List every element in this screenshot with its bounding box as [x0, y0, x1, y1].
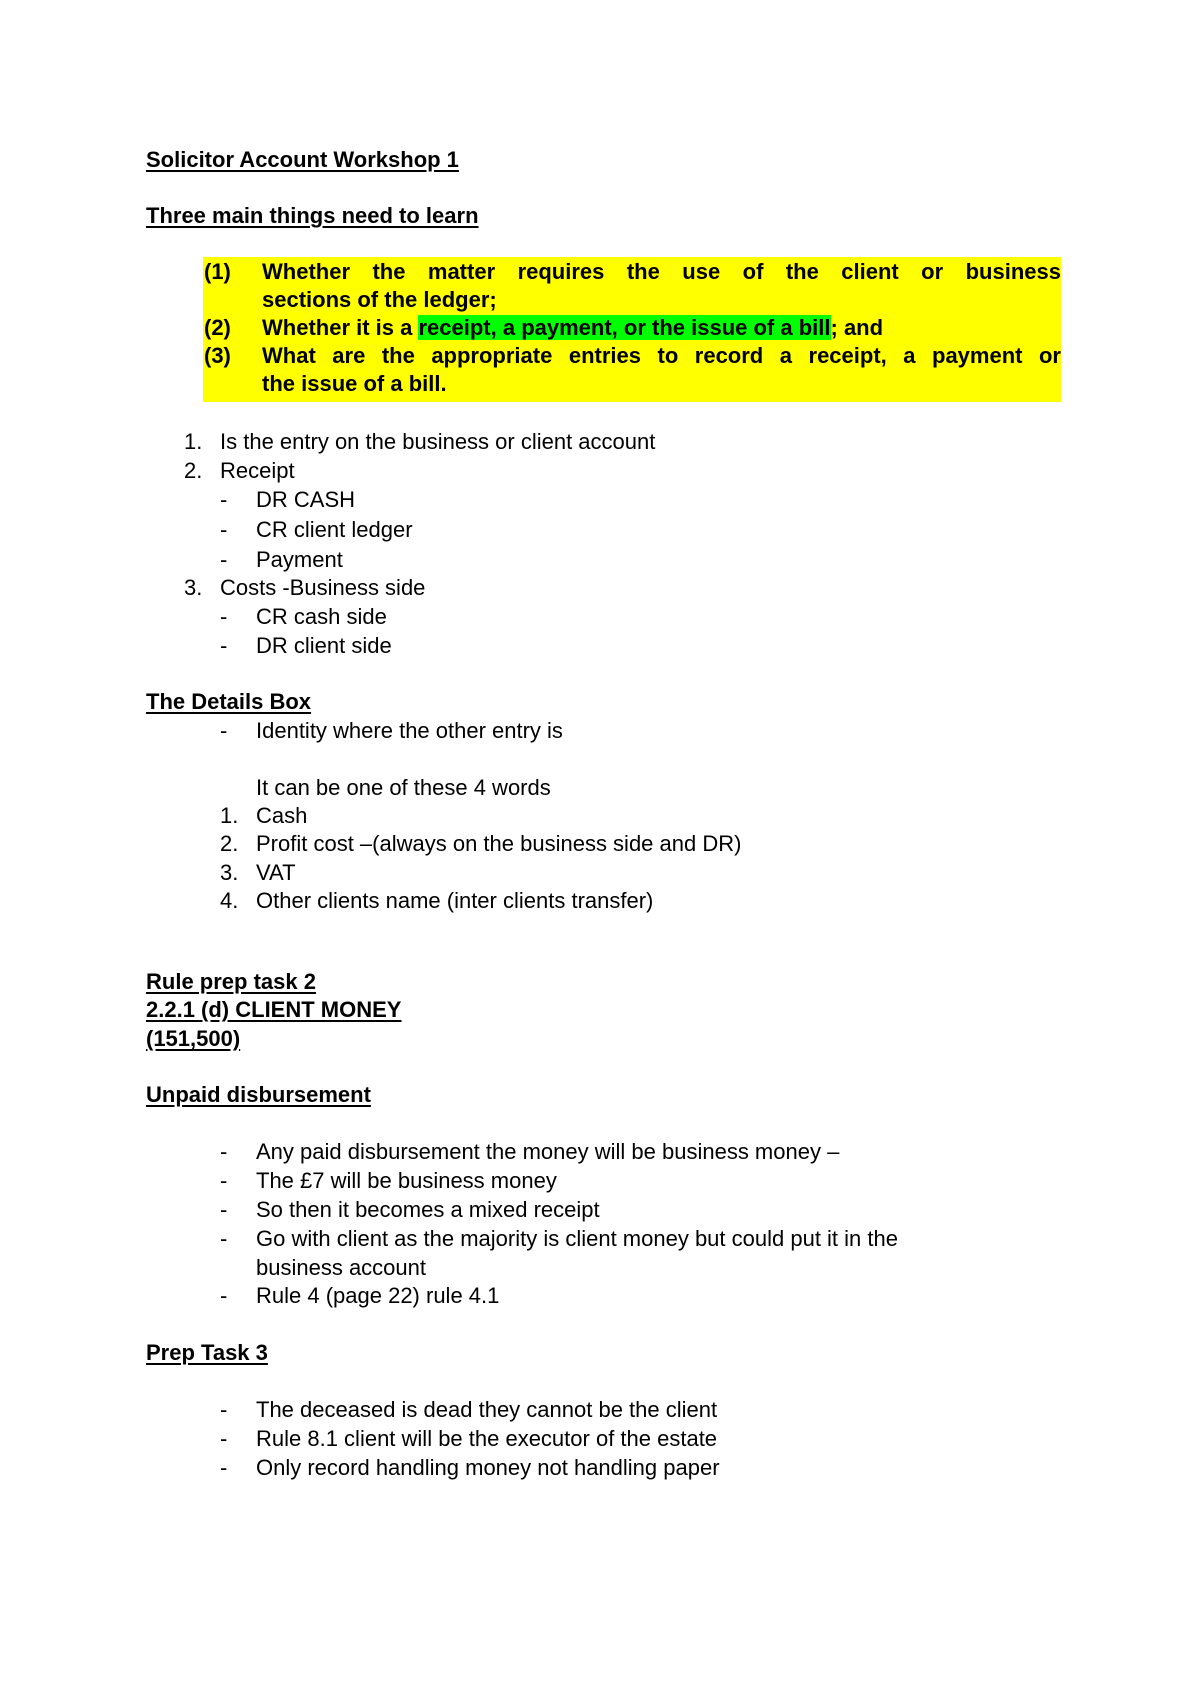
list-marker: 2. — [220, 831, 239, 856]
key-point-2 — [262, 314, 883, 342]
list-item: Profit cost –(always on the business side and DR) — [256, 831, 742, 856]
list-item: Rule 8.1 client will be the executor of the estate — [256, 1426, 718, 1451]
bullet-dash: - — [220, 718, 228, 743]
list-item: So then it becomes a mixed receipt — [256, 1197, 600, 1222]
bullet-dash: - — [220, 633, 228, 658]
bullet-dash: - — [220, 517, 228, 542]
bullet-dash: - — [220, 1168, 228, 1193]
key-point-marker-2: (2) — [204, 315, 231, 340]
list-item: The deceased is dead they cannot be the client — [256, 1397, 718, 1422]
list-item: DR CASH — [256, 487, 356, 512]
key-point-3-line2: the issue of a bill. — [262, 371, 447, 396]
key-point-3-line1: What are the appropriate entries to record a receipt, a payment or — [262, 343, 1061, 368]
key-point-2-green-highlight: receipt, a payment, or the issue of a bill — [418, 315, 831, 340]
key-point-marker-3: (3) — [204, 343, 231, 368]
details-intro: It can be one of these 4 words — [256, 775, 551, 800]
list-item: Only record handling money not handling paper — [256, 1455, 720, 1480]
key-point-1-line1: Whether the matter requires the use of the client or business — [262, 259, 1061, 284]
list-item: CR cash side — [256, 604, 387, 629]
list-item: Cash — [256, 803, 308, 828]
list-item: Rule 4 (page 22) rule 4.1 — [256, 1283, 500, 1308]
list-item: The £7 will be business money — [256, 1168, 557, 1193]
key-point-marker-1: (1) — [204, 259, 231, 284]
bullet-dash: - — [220, 1197, 228, 1222]
list-item: Receipt — [220, 458, 295, 483]
bullet-dash: - — [220, 1455, 228, 1480]
section-heading-details-box: The Details Box — [146, 689, 312, 714]
list-item: Any paid disbursement the money will be business money – — [256, 1139, 840, 1164]
list-item: CR client ledger — [256, 517, 413, 542]
section-heading-client-money: 2.2.1 (d) CLIENT MONEY — [146, 997, 402, 1022]
list-item: Is the entry on the business or client account — [220, 429, 656, 454]
list-item: Identity where the other entry is — [256, 718, 563, 743]
key-point-1-line2: sections of the ledger; — [262, 287, 497, 312]
bullet-dash: - — [220, 604, 228, 629]
section-heading-three-main-things: Three main things need to learn — [146, 203, 479, 228]
list-marker: 1. — [220, 803, 239, 828]
section-heading-amount: (151,500) — [146, 1026, 241, 1051]
list-marker: 4. — [220, 888, 239, 913]
key-point-2-prefix: Whether it is a — [262, 315, 419, 340]
list-item-continuation: business account — [256, 1255, 426, 1280]
bullet-dash: - — [220, 547, 228, 572]
section-heading-unpaid-disbursement: Unpaid disbursement — [146, 1082, 371, 1107]
bullet-dash: - — [220, 487, 228, 512]
list-item: Other clients name (inter clients transfer) — [256, 888, 654, 913]
bullet-dash: - — [220, 1397, 228, 1422]
list-item: Costs -Business side — [220, 575, 426, 600]
list-item: VAT — [256, 860, 296, 885]
list-item: Go with client as the majority is client money but could put it in the — [256, 1226, 898, 1251]
key-point-2-suffix: ; and — [830, 315, 884, 340]
bullet-dash: - — [220, 1139, 228, 1164]
section-heading-prep-task-3: Prep Task 3 — [146, 1340, 268, 1365]
list-marker: 2. — [184, 458, 203, 483]
list-marker: 1. — [184, 429, 203, 454]
bullet-dash: - — [220, 1283, 228, 1308]
bullet-dash: - — [220, 1226, 228, 1251]
list-marker: 3. — [184, 575, 203, 600]
list-item: DR client side — [256, 633, 392, 658]
list-marker: 3. — [220, 860, 239, 885]
document-title: Solicitor Account Workshop 1 — [146, 147, 459, 172]
section-heading-rule-prep-task: Rule prep task 2 — [146, 969, 316, 994]
list-item: Payment — [256, 547, 343, 572]
bullet-dash: - — [220, 1426, 228, 1451]
